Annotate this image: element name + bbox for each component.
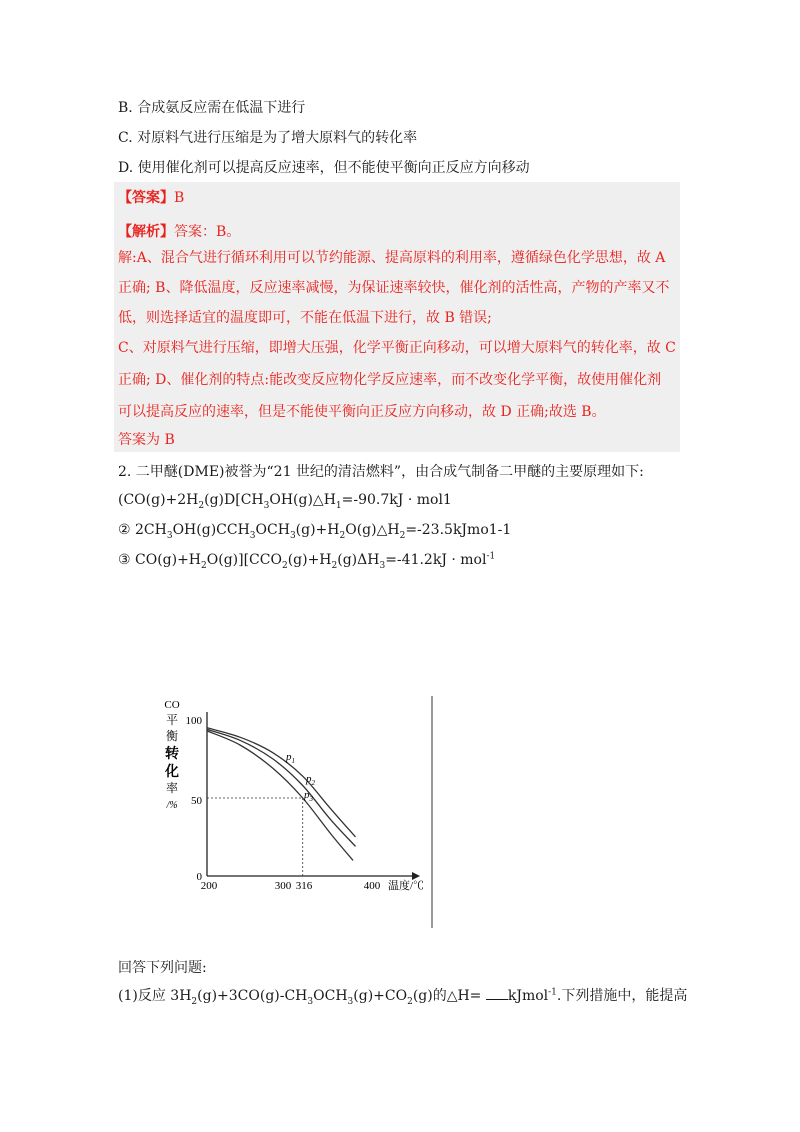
answer-value: B [174,190,185,206]
x-axis-arrow [412,872,420,880]
analysis-text-line: C、对原料气进行压缩，即增大压强，化学平衡正向移动，可以增大原料气的转化率，故 C [118,340,676,356]
y-tick-label: 100 [185,715,202,727]
part-1-question: (1)反应 $3H_2(g)+3CO(g)-CH_3OCH_3(g)+CO_2(g)$的△H= kJmol$^{-1}$.下列措施中，能提高 [118,987,688,1007]
y-tick-label: 50 [191,795,202,807]
answer-prompt: 回答下列问题: [118,960,207,976]
y-axis-title-char: CO [164,699,180,711]
option-c: C. 对原料气进行压缩是为了增大原料气的转化率 [118,130,418,146]
series-p3-line [207,731,353,861]
analysis-label: 【解析】 [118,224,174,240]
series-label: $p_1$ [286,751,295,765]
x-tick-label: 316 [295,880,313,892]
answer-blank[interactable] [486,987,508,1000]
y-axis-title-char: /% [166,800,178,811]
analysis-text-line: 低，则选择适宜的温度即可，不能在低温下进行，故 B 错误; [118,310,492,326]
option-b: B. 合成氨反应需在低温下进行 [118,100,306,116]
analysis-text-line: 正确; B、降低温度，反应速率减慢，为保证速率较快，催化剂的活性高，产物的产率又不 [118,280,670,296]
y-axis-title-char: 化 [165,765,179,780]
series-label: $p_2$ [306,773,315,787]
equation-1: ($CO(g)+2H_2(g)D[CH_3OH(g)\triangle H_1=-90.7kJ \cdot mol1$ [118,492,452,511]
analysis-text-line: 解:A、混合气进行循环利用可以节约能源、提高原料的利用率，遵循绿色化学思想，故 A [118,250,666,266]
final-answer: 答案为 B [118,432,175,448]
answer-block [114,182,680,452]
y-axis-title-char: 衡 [165,729,179,743]
y-axis-title-char: 平 [165,713,179,727]
analysis-value: 答案：B。 [174,224,241,240]
co-conversion-chart [150,688,450,930]
x-tick-label: 300 [274,880,292,892]
analysis-text-line: 可以提高反应的速率，但是不能使平衡向正反应方向移动，故 D 正确;故选 B。 [118,404,606,420]
series-label: $p_3$ [304,789,313,803]
equation-2: ② $2CH_3OH(g)CCH_3OCH_3(g)+H_2O(g)\triangle H_2=-23.5kJmo1-1$ [118,522,512,541]
y-tick-label: 0 [196,871,202,883]
equation-3: ③ $CO(g)+H_2O(g)][CCO_2(g)+H_2(g)\Delta H_3=-41.2kJ \cdot mol^{-1}$ [118,551,496,571]
y-axis-title-char: 率 [165,781,179,795]
x-tick-label: 200 [200,880,218,892]
y-axis-title-char: 转 [165,747,179,762]
question-2-intro: 2. 二甲醚(DME)被誉为“21 世纪的清洁燃料”，由合成气制备二甲醚的主要原理如下: [118,464,644,480]
answer-label: 【答案】 [118,190,174,206]
series-p1-line [207,728,356,837]
answer-line [118,188,184,208]
x-axis-title: 温度/℃ [388,880,425,892]
x-tick-label: 400 [363,880,381,892]
series-p2-line [207,729,356,846]
option-d: D. 使用催化剂可以提高反应速率，但不能使平衡向正反应方向移动 [118,160,530,176]
analysis-line [118,222,240,242]
analysis-text-line: 正确; D、催化剂的特点:能改变反应物化学反应速率，而不改变化学平衡，故使用催化剂 [118,372,662,388]
